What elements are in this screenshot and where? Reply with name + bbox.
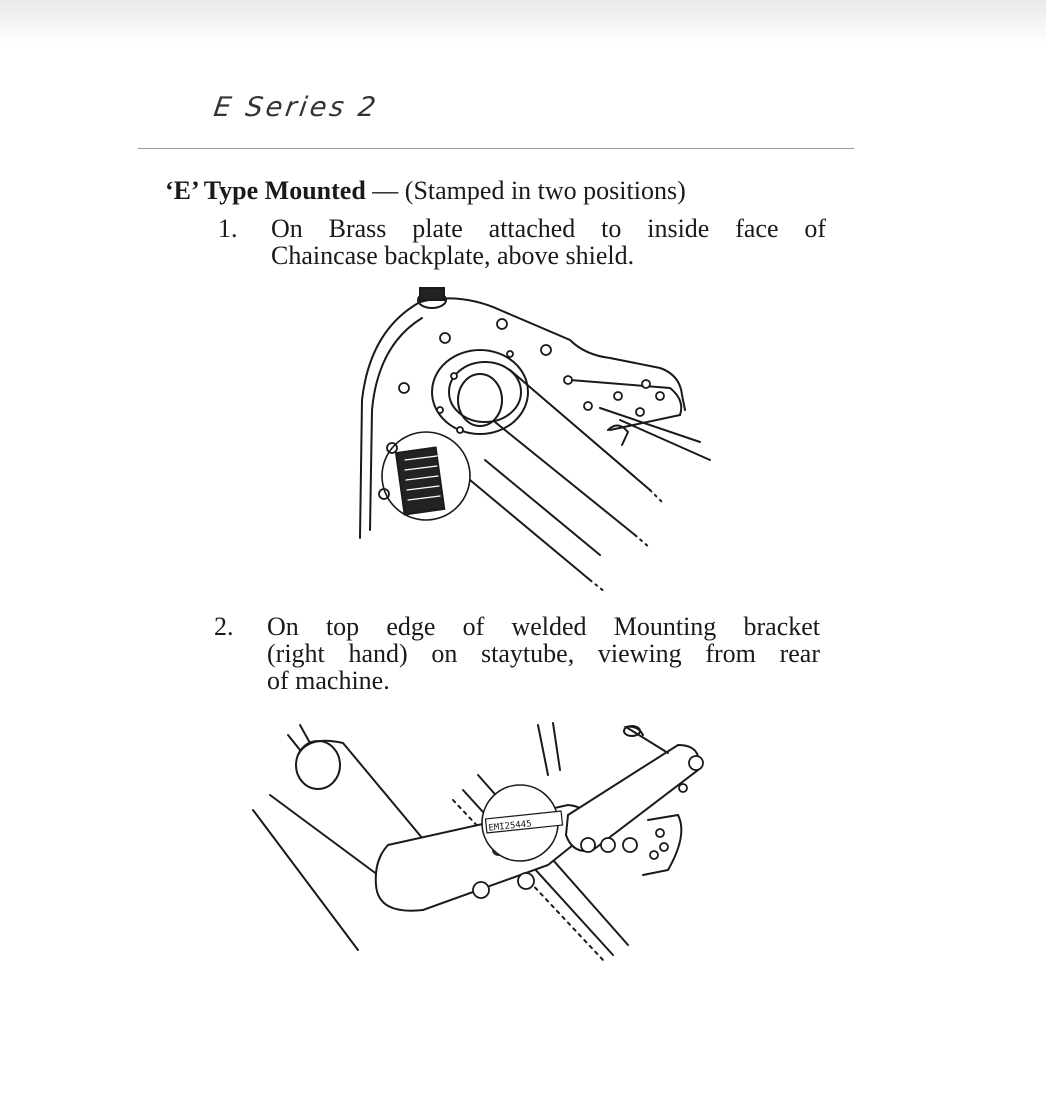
heading-dash: — <box>372 176 399 205</box>
section-heading <box>165 176 686 206</box>
item-line: of machine. <box>267 666 390 695</box>
item-line: On top edge of welded Mounting bracket <box>267 612 820 641</box>
figure-chaincase-brass-plate <box>350 280 730 600</box>
item-1 <box>218 215 828 275</box>
header-rule <box>138 148 854 149</box>
item-line: On Brass plate attached to inside face of <box>271 214 826 243</box>
bracket-stamp-text: EMI25445 <box>487 819 533 834</box>
figure-mounting-bracket <box>248 715 718 965</box>
item-text <box>271 215 826 269</box>
heading-title: ‘E’ Type Mounted <box>165 176 366 205</box>
item-2 <box>214 613 824 703</box>
item-line: Chaincase backplate, above shield. <box>271 241 635 270</box>
item-line: (right hand) on staytube, viewing from rear <box>267 639 820 668</box>
handwritten-note: E Series 2 <box>211 92 381 123</box>
heading-subtitle: (Stamped in two positions) <box>404 176 686 205</box>
item-number: 2. <box>214 612 234 641</box>
item-number: 1. <box>218 214 238 243</box>
scan-top-shading <box>0 0 1046 44</box>
item-text <box>267 613 820 694</box>
